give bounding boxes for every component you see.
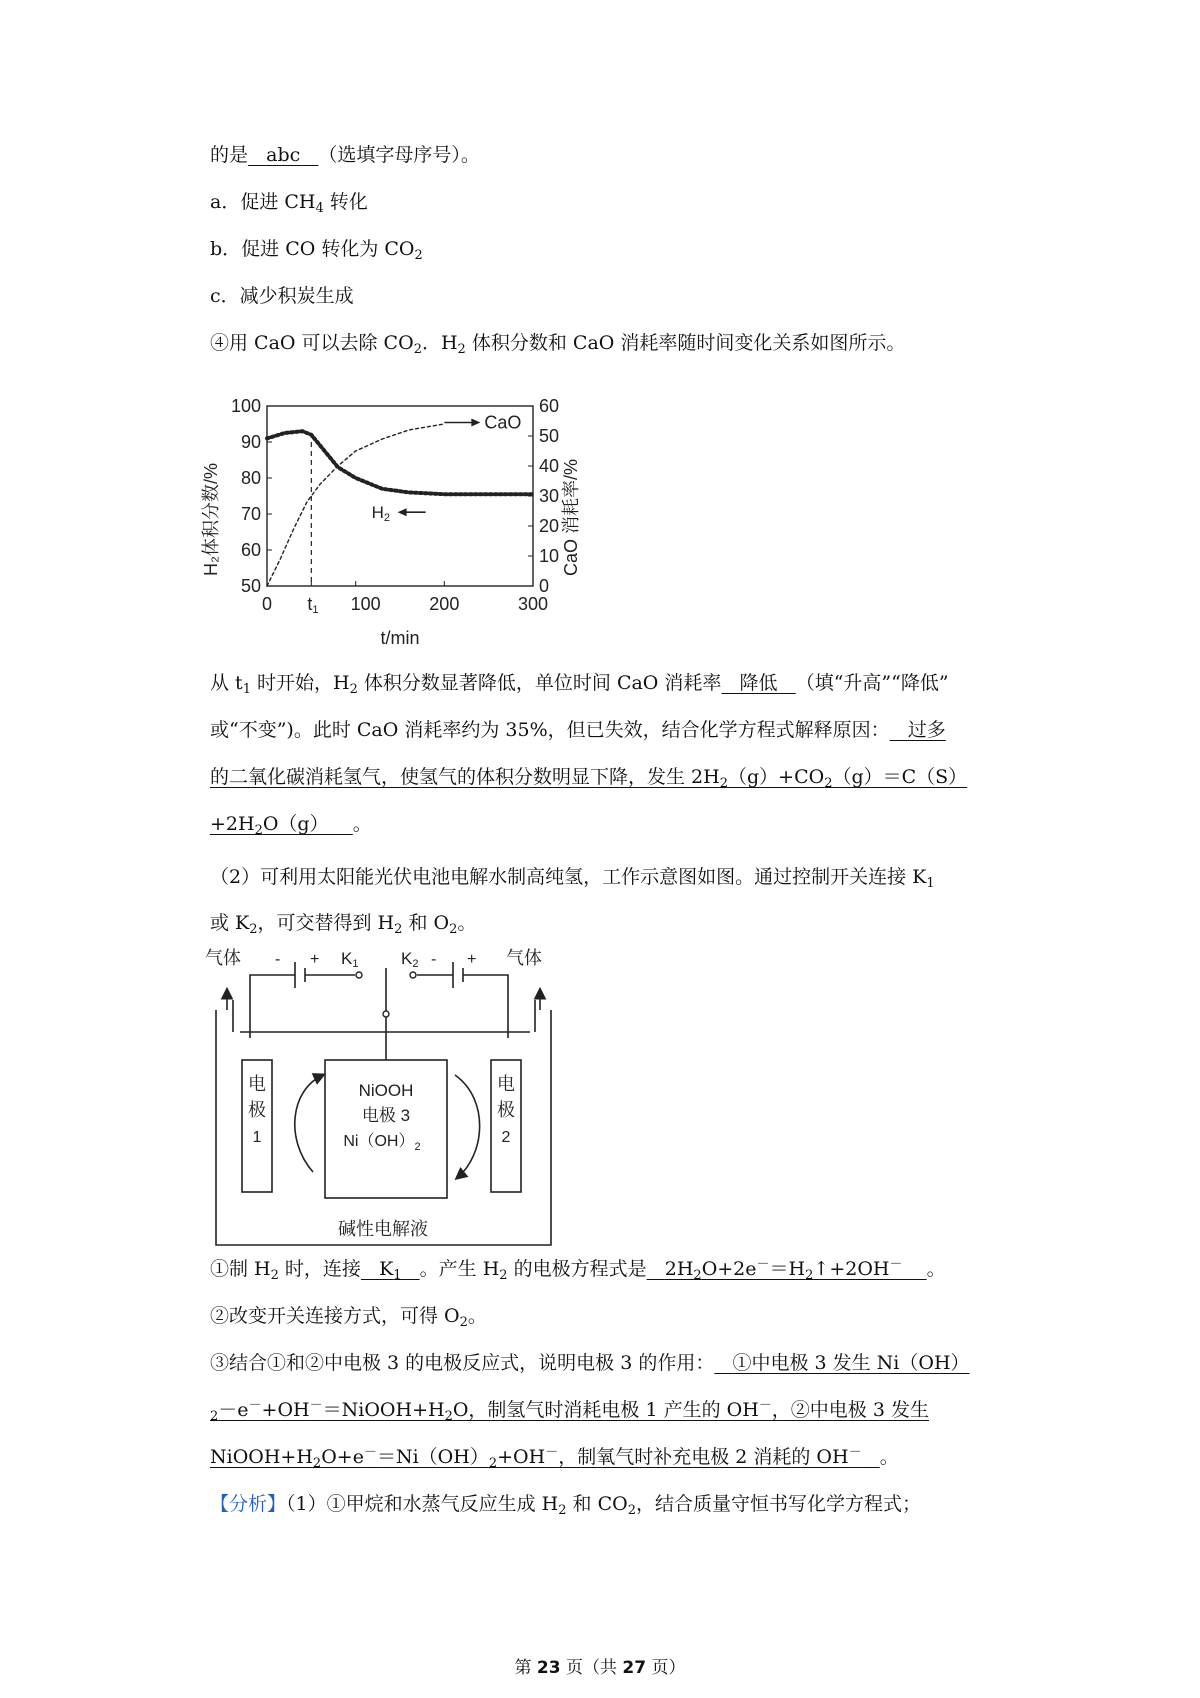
analysis-tag: 【分析】 — [210, 1493, 287, 1515]
y-right-tick-label: 50 — [539, 426, 560, 446]
svg-text:2: 2 — [501, 1129, 511, 1146]
cao-arrow-head — [471, 419, 480, 427]
svg-text:极: 极 — [497, 1100, 515, 1120]
paragraph-1-line-4: $+2H_2O(g)$ 。 — [210, 813, 372, 838]
wire-left — [250, 975, 295, 1038]
k2-label: K2 — [401, 949, 419, 970]
electrolyzer-tank — [216, 1010, 551, 1245]
wire-right — [463, 975, 508, 1038]
question-intro: 的是 abc （选填字母序号）。 — [210, 144, 480, 166]
y-right-tick-label: 0 — [539, 576, 550, 596]
analysis-line: 【分析】（1）①甲烷和水蒸气反应生成 $H_2$ 和 $CO_2$，结合质量守恒书写化学方程式； — [210, 1493, 921, 1518]
svg-text:+: + — [310, 951, 320, 968]
series-line-h2 — [267, 431, 533, 494]
question-2: ②改变开关连接方式，可得 $O_2$。 — [210, 1305, 487, 1330]
question-1: ①制 $H_2$ 时，连接 $K_1$ 。产生 $H_2$ 的电极方程式是 $2H_2O+2e^-=H_2↑+2OH^-$ 。 — [210, 1257, 946, 1283]
question-3-line-2: $_2-e^-+OH^-=NiOOH+H_2O$，制氢气时消耗电极 1 产生的 OH－，②中电极 3 发生 — [210, 1398, 929, 1424]
k1-contact — [356, 972, 362, 978]
svg-text:+: + — [467, 951, 477, 968]
part-2-line-2: 或 $K_2$，可交替得到 $H_2$ 和 $O_2$。 — [210, 912, 477, 937]
svg-text:NiOOH: NiOOH — [358, 1081, 414, 1100]
h2-arrow-head — [398, 508, 407, 516]
y-right-tick-label: 10 — [539, 546, 560, 566]
item-4-text: ④用 CaO 可以去除 $CO_2$．$H_2$ 体积分数和 CaO 消耗率随时间变化关系如图所示。 — [210, 332, 906, 357]
y-right-tick-label: 40 — [539, 456, 560, 476]
x-axis-label: t/min — [380, 628, 420, 648]
x-tick-label: 200 — [429, 594, 460, 614]
y-right-tick-label: 20 — [539, 516, 560, 536]
ion-flow-arrow-right — [455, 1075, 480, 1178]
y-left-tick-label: 50 — [240, 576, 261, 596]
answer-blank: abc — [266, 144, 301, 166]
cao-series-label: CaO — [484, 412, 522, 433]
y-right-tick-label: 60 — [539, 396, 560, 416]
y-left-tick-label: 90 — [240, 432, 261, 452]
svg-text:Ni（OH）2: $Ni(OH)_2$ — [343, 1133, 421, 1153]
y-right-tick-label: 30 — [539, 486, 560, 506]
paragraph-1-line-2: 或“不变”)。此时 CaO 消耗率约为 35%，但已失效，结合化学方程式解释原因： 过多 — [210, 719, 946, 741]
option-b: b．促进 CO 转化为 $CO_2$ — [210, 238, 423, 263]
series-line-cao — [267, 424, 444, 586]
question-3-line-3: $NiOOH+H_2O+e^-=Ni(OH)_2+OH^-$，制氧气时补充电极 2 消耗的 OH－ 。 — [210, 1445, 899, 1471]
paragraph-1-line-3: 的二氧化碳消耗氢气，使氢气的体积分数明显下降，发生 $2H_2(g)+CO_2(g)=C(S)$ — [210, 766, 968, 791]
svg-text:电: 电 — [248, 1074, 266, 1094]
y-right-axis-label: CaO 消耗率/% — [561, 458, 581, 576]
h2-series-label: H2 — [371, 503, 391, 525]
svg-text:电极 3: 电极 3 — [361, 1106, 411, 1125]
page-footer: 第 23 页（共 27 页） — [514, 1658, 686, 1678]
option-a: a．促进 $CH_4$ 转化 — [210, 191, 368, 216]
y-left-axis-label: H₂体积分数/% — [201, 463, 221, 576]
x-tick-label: 300 — [517, 594, 549, 614]
electrolyte-label: 碱性电解液 — [338, 1219, 428, 1239]
svg-text:-: - — [275, 951, 281, 968]
question-3-line-1: ③结合①和②中电极 3 的电极反应式，说明电极 3 的作用： ①中电极 3 发生 Ni（OH） — [210, 1352, 970, 1374]
y-left-tick-label: 60 — [240, 540, 261, 560]
svg-text:极: 极 — [248, 1100, 266, 1120]
option-c: c．减少积炭生成 — [210, 285, 354, 307]
paragraph-1-line-1: 从 $t_1$ 时开始，$H_2$ 体积分数显著降低，单位时间 CaO 消耗率 降低 （填“升高”“降低” — [210, 672, 949, 697]
k1-label: K1 — [341, 949, 359, 970]
switch-pivot — [383, 1011, 389, 1017]
x-tick-label: 0 — [261, 594, 273, 614]
electrolysis-diagram — [205, 950, 565, 1260]
y-left-tick-label: 70 — [240, 504, 261, 524]
svg-text:电: 电 — [497, 1074, 515, 1094]
x-tick-label-t1: t1 — [307, 594, 319, 616]
ion-flow-arrow-left — [295, 1075, 323, 1172]
svg-text:1: 1 — [252, 1129, 262, 1146]
gas-label-left: 气体 — [205, 948, 241, 968]
part-2-line-1: （2）可利用太阳能光伏电池电解水制高纯氢，工作示意图如图。通过控制开关连接 $K_1$ — [210, 866, 935, 891]
h2-cao-chart — [201, 390, 605, 660]
gas-label-right: 气体 — [506, 948, 542, 968]
y-left-tick-label: 100 — [230, 396, 261, 416]
x-tick-label: 100 — [350, 594, 381, 614]
k2-contact — [410, 972, 416, 978]
y-left-tick-label: 80 — [240, 468, 261, 488]
svg-text:-: - — [431, 951, 437, 968]
